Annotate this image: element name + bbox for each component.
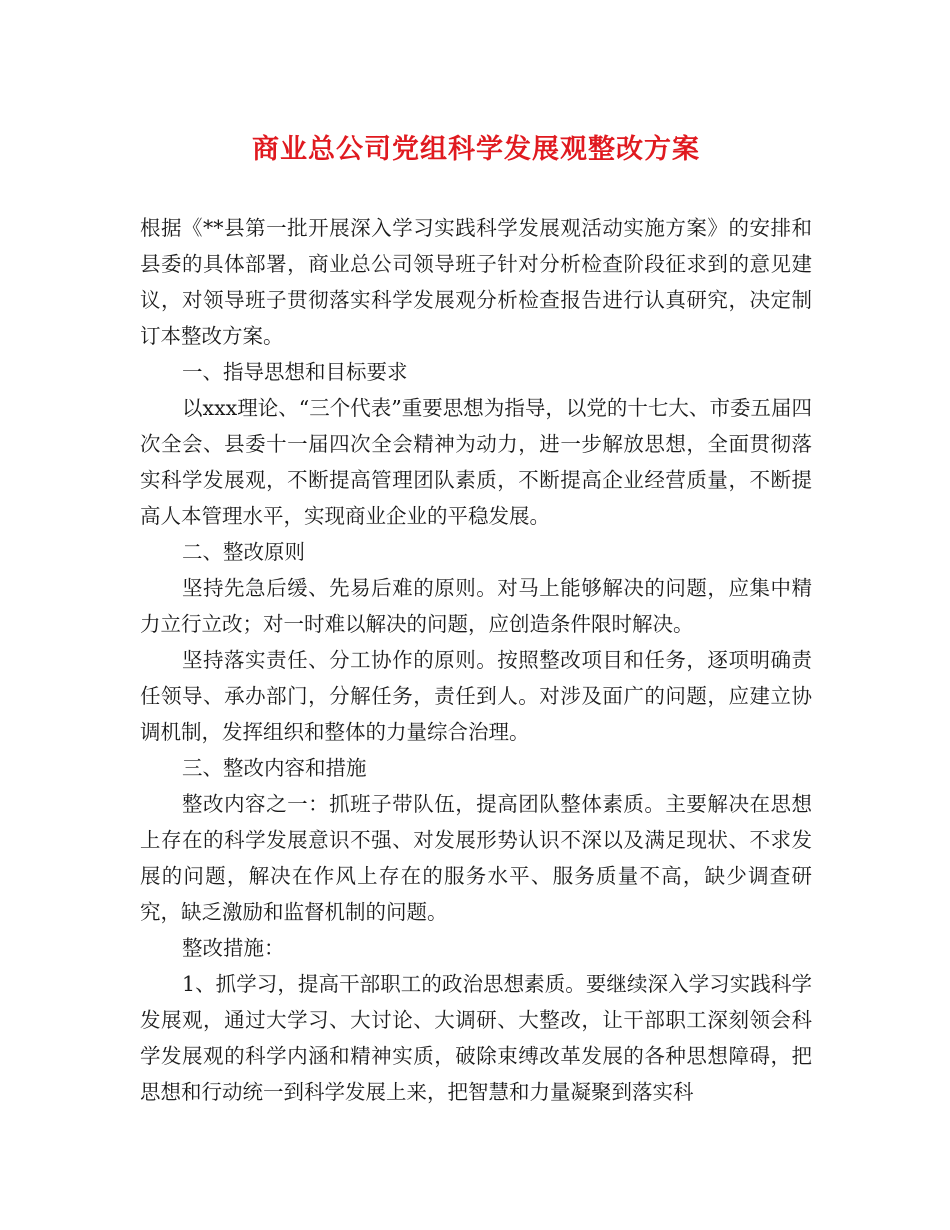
document-page bbox=[140, 128, 812, 1110]
paragraph-measure-1: 1、抓学习，提高干部职工的政治思想素质。要继续深入学习实践科学发展观，通过大学习、大讨论、大调研、大整改，让干部职工深刻领会科学发展观的科学内涵和精神实质，破除束缚改革发展的各种思想障碍，把思想和行动统一到科学发展上来，把智慧和力量凝聚到落实科 bbox=[140, 972, 812, 1104]
section-heading-1: 一、指导思想和目标要求 bbox=[182, 360, 408, 384]
section-heading-3: 三、整改内容和措施 bbox=[182, 756, 367, 780]
subheading-measures: 整改措施： bbox=[182, 936, 285, 960]
section-heading-2: 二、整改原则 bbox=[182, 540, 305, 564]
document-title: 商业总公司党组科学发展观整改方案 bbox=[252, 134, 700, 165]
paragraph-guiding-thought: 以xxx理论、“三个代表”重要思想为指导，以党的十七大、市委五届四次全会、县委十一届四次全会精神为动力，进一步解放思想，全面贯彻落实科学发展观，不断提高管理团队素质，不断提高企业经营质量，不断提高人本管理水平，实现商业企业的平稳发展。 bbox=[140, 396, 812, 528]
paragraph-principle-2: 坚持落实责任、分工协作的原则。按照整改项目和任务，逐项明确责任领导、承办部门，分解任务，责任到人。对涉及面广的问题，应建立协调机制，发挥组织和整体的力量综合治理。 bbox=[140, 648, 812, 744]
paragraph-intro: 根据《**县第一批开展深入学习实践科学发展观活动实施方案》的安排和县委的具体部署，商业总公司领导班子针对分析检查阶段征求到的意见建议，对领导班子贯彻落实科学发展观分析检查报告进行认真研究，决定制订本整改方案。 bbox=[140, 216, 812, 348]
paragraph-principle-1: 坚持先急后缓、先易后难的原则。对马上能够解决的问题，应集中精力立行立改；对一时难以解决的问题，应创造条件限时解决。 bbox=[140, 576, 812, 636]
paragraph-rectification-content-1: 整改内容之一：抓班子带队伍，提高团队整体素质。主要解决在思想上存在的科学发展意识不强、对发展形势认识不深以及满足现状、不求发展的问题，解决在作风上存在的服务水平、服务质量不高，缺少调查研究，缺乏激励和监督机制的问题。 bbox=[140, 792, 812, 924]
